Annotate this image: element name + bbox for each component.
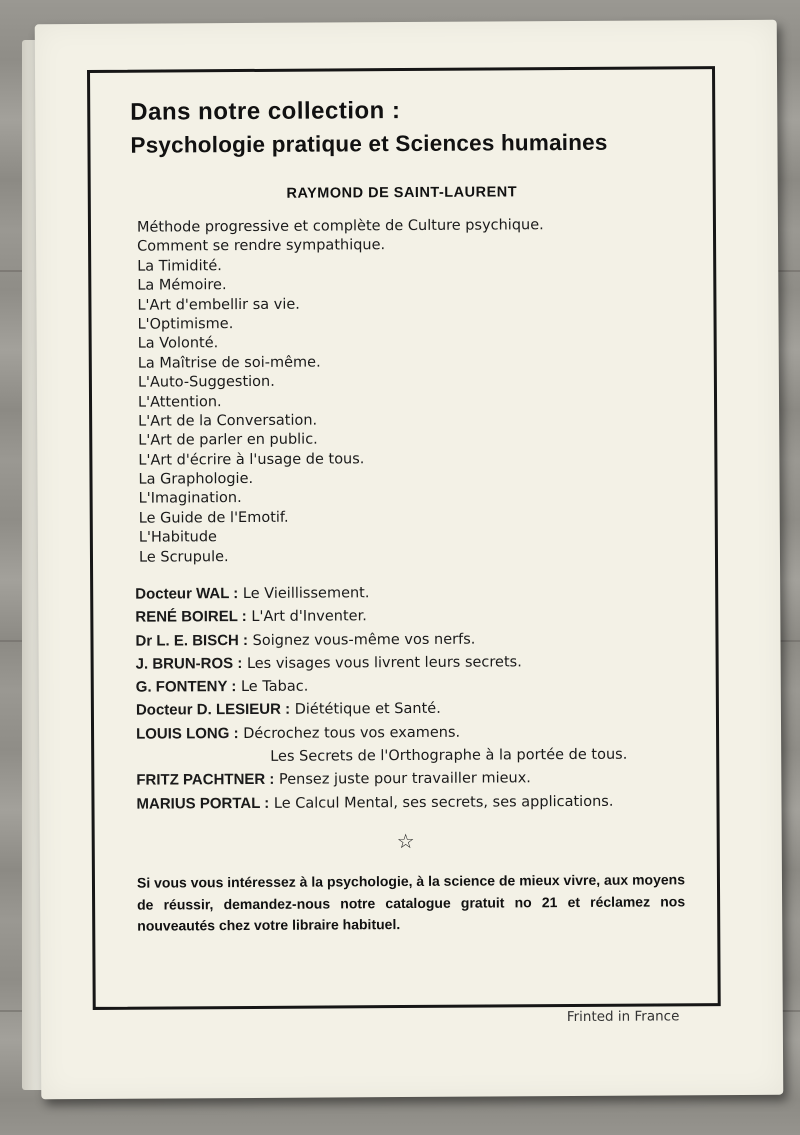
book-title: La Mémoire.	[137, 277, 227, 294]
content-frame	[87, 66, 721, 1010]
author-book-title: Le Calcul Mental, ses secrets, ses applications.	[273, 793, 614, 812]
collection-heading	[130, 96, 607, 159]
author-entry	[135, 626, 626, 652]
author-book-title: Le Tabac.	[240, 678, 309, 696]
book-title: Le Guide de l'Emotif.	[138, 509, 289, 527]
book-title: L'Imagination.	[138, 490, 242, 508]
book-title: L'Art de parler en public.	[138, 431, 318, 449]
author-book-title: Décrochez tous vos examens.	[243, 724, 461, 742]
book-title: L'Attention.	[137, 393, 222, 411]
book-title: L'Art d'embellir sa vie.	[137, 296, 300, 314]
book-title: L'Art d'écrire à l'usage de tous.	[138, 450, 365, 469]
book-title: L'Optimisme.	[137, 316, 234, 333]
author-entry	[135, 580, 626, 606]
book-title: La Timidité.	[137, 257, 222, 275]
author-entry	[136, 789, 627, 815]
heading-line-1: Dans notre collection :	[130, 97, 401, 126]
author-entry	[136, 696, 627, 722]
author-entry	[136, 673, 627, 699]
book-title: L'Habitude	[138, 529, 218, 546]
author-name: Dr L. E. BISCH :	[135, 631, 249, 650]
book-title: L'Auto-Suggestion.	[137, 373, 275, 391]
author-book-title: Le Vieillissement.	[242, 585, 370, 603]
book-title: La Maîtrise de soi-même.	[137, 354, 321, 372]
author-name: Docteur WAL :	[135, 585, 239, 603]
author-book-title: Les Secrets de l'Orthographe à la portée de tous.	[270, 746, 628, 765]
author-entry	[136, 719, 627, 745]
book-title: La Graphologie.	[138, 471, 254, 488]
author-book-title: Soignez vous-même vos nerfs.	[252, 631, 476, 649]
author-book-title: Diététique et Santé.	[294, 701, 441, 719]
book-title: Le Scrupule.	[138, 548, 229, 566]
author-name: G. FONTENY :	[135, 678, 237, 696]
author-book-title: L'Art d'Inventer.	[251, 608, 367, 626]
book-back-cover	[35, 20, 784, 1100]
author-name: FRITZ PACHTNER :	[136, 771, 275, 790]
main-author: RAYMOND DE SAINT-LAURENT	[286, 184, 518, 202]
star-ornament: ☆	[396, 828, 415, 854]
author-entry	[136, 766, 627, 792]
book-title: Méthode progressive et complète de Culture psychique.	[136, 217, 544, 236]
author-entry	[136, 743, 627, 769]
printed-in-france: Frinted in France	[566, 1008, 680, 1026]
other-authors-list	[135, 580, 628, 816]
author-name: RENÉ BOIREL :	[135, 608, 247, 626]
book-title: L'Art de la Conversation.	[138, 412, 318, 430]
author-entry	[136, 650, 627, 676]
book-title: La Volonté.	[137, 335, 219, 352]
author-book-title: Les visages vous livrent leurs secrets.	[246, 654, 522, 672]
book-title: Comment se rendre sympathique.	[137, 237, 386, 256]
author-name: Docteur D. LESIEUR :	[135, 701, 291, 720]
author-entry	[135, 603, 626, 629]
author-name: LOUIS LONG :	[136, 724, 239, 743]
author-book-title: Pensez juste pour travailler mieux.	[278, 770, 531, 789]
heading-line-2: Psychologie pratique et Sciences humaines	[130, 129, 608, 158]
title-list	[137, 216, 546, 568]
author-name: MARIUS PORTAL :	[136, 794, 270, 813]
catalogue-notice: Si vous vous intéressez à la psychologie, à la science de mieux vivre, aux moyens de réussir, demandez-nous notre catalogue gratuit no 21 et réclamez nos nouveautés chez votre libraire habituel.	[136, 871, 686, 934]
author-name: J. BRUN-ROS :	[135, 654, 243, 673]
